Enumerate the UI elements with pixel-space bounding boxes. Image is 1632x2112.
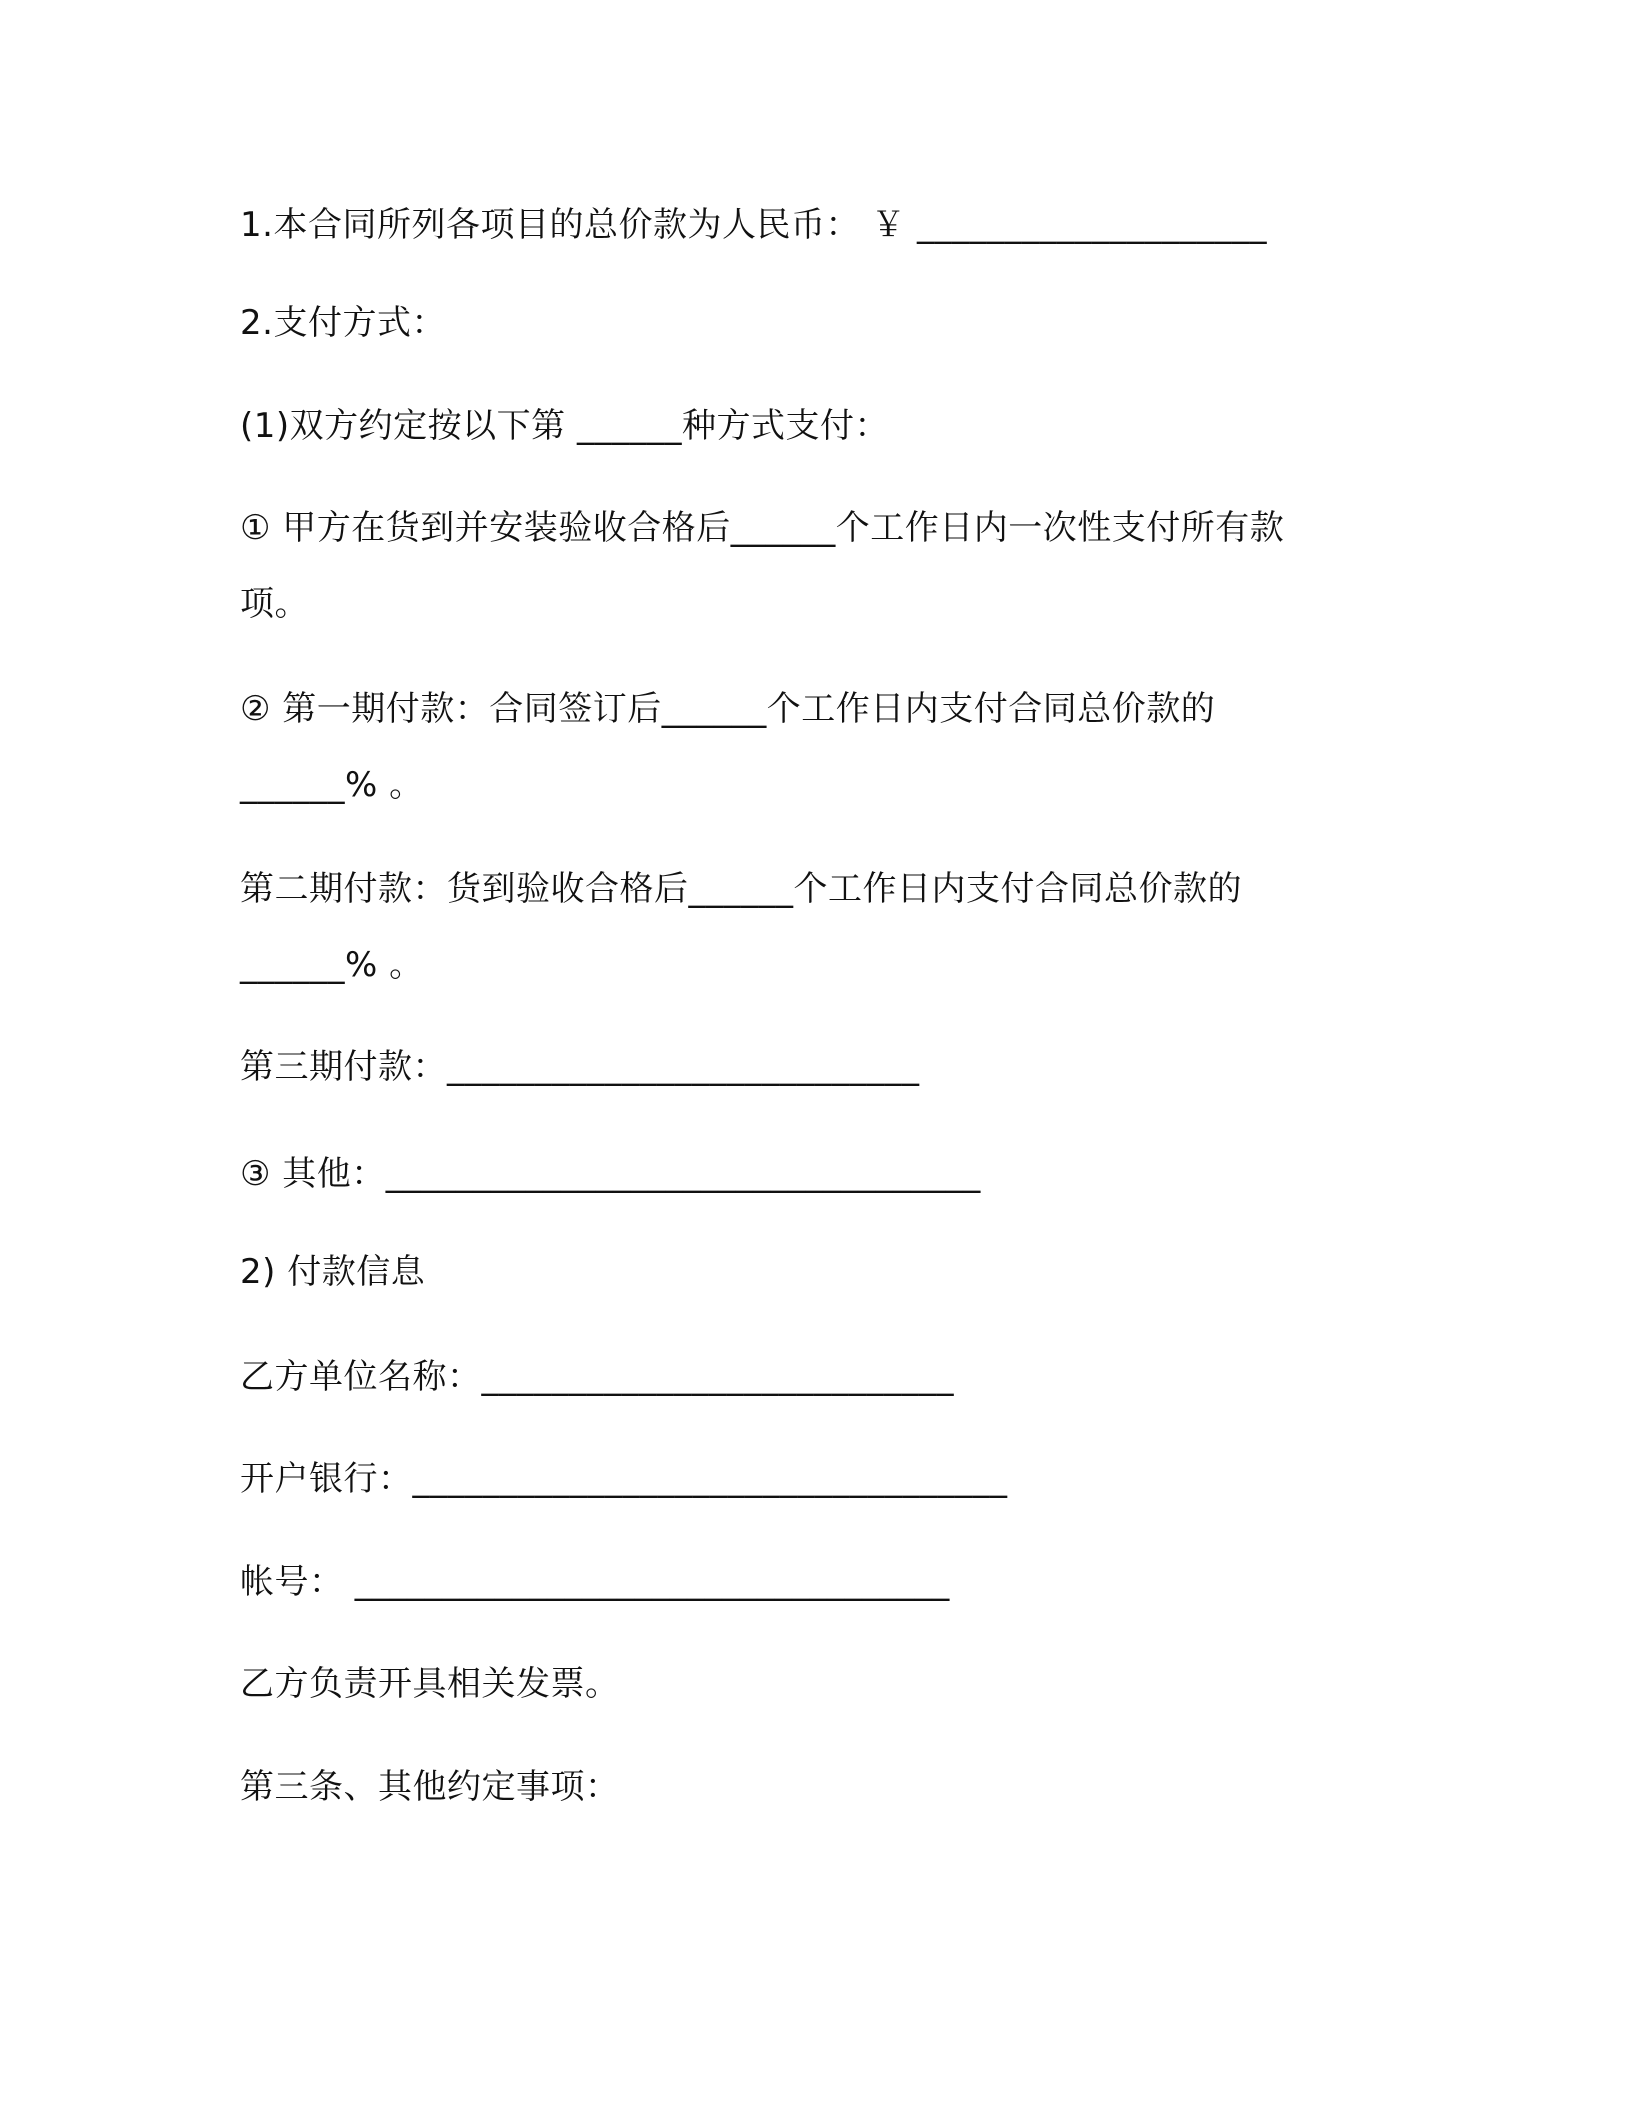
option-three-other: ③ 其他：__________________________________ — [240, 1154, 981, 1194]
option-one-text-continued: 项。 — [240, 584, 309, 624]
invoice-clause: 乙方负责开具相关发票。 — [240, 1664, 620, 1704]
payment-option-clause: (1)双方约定按以下第 ______种方式支付： — [240, 406, 889, 446]
third-installment: 第三期付款：___________________________ — [240, 1047, 920, 1087]
article-three-heading: 第三条、其他约定事项： — [240, 1767, 620, 1807]
second-installment: 第二期付款：货到验收合格后______个工作日内支付合同总价款的 — [240, 869, 1242, 909]
total-price-clause: 1.本合同所列各项目的总价款为人民币： ￥ ____________________ — [240, 205, 1268, 245]
option-one-text: ① 甲方在货到并安装验收合格后______个工作日内一次性支付所有款 — [240, 508, 1285, 548]
option-two-first-installment: ② 第一期付款：合同签订后______个工作日内支付合同总价款的 — [240, 689, 1216, 729]
payment-info-heading: 2) 付款信息 — [240, 1252, 426, 1292]
account-number-field: 帐号： __________________________________ — [240, 1562, 950, 1602]
payment-method-heading: 2.支付方式： — [240, 303, 446, 343]
bank-field: 开户银行：__________________________________ — [240, 1459, 1008, 1499]
first-installment-percent: ______% 。 — [240, 765, 424, 805]
second-installment-percent: ______% 。 — [240, 945, 424, 985]
party-b-name-field: 乙方单位名称：___________________________ — [240, 1357, 954, 1397]
